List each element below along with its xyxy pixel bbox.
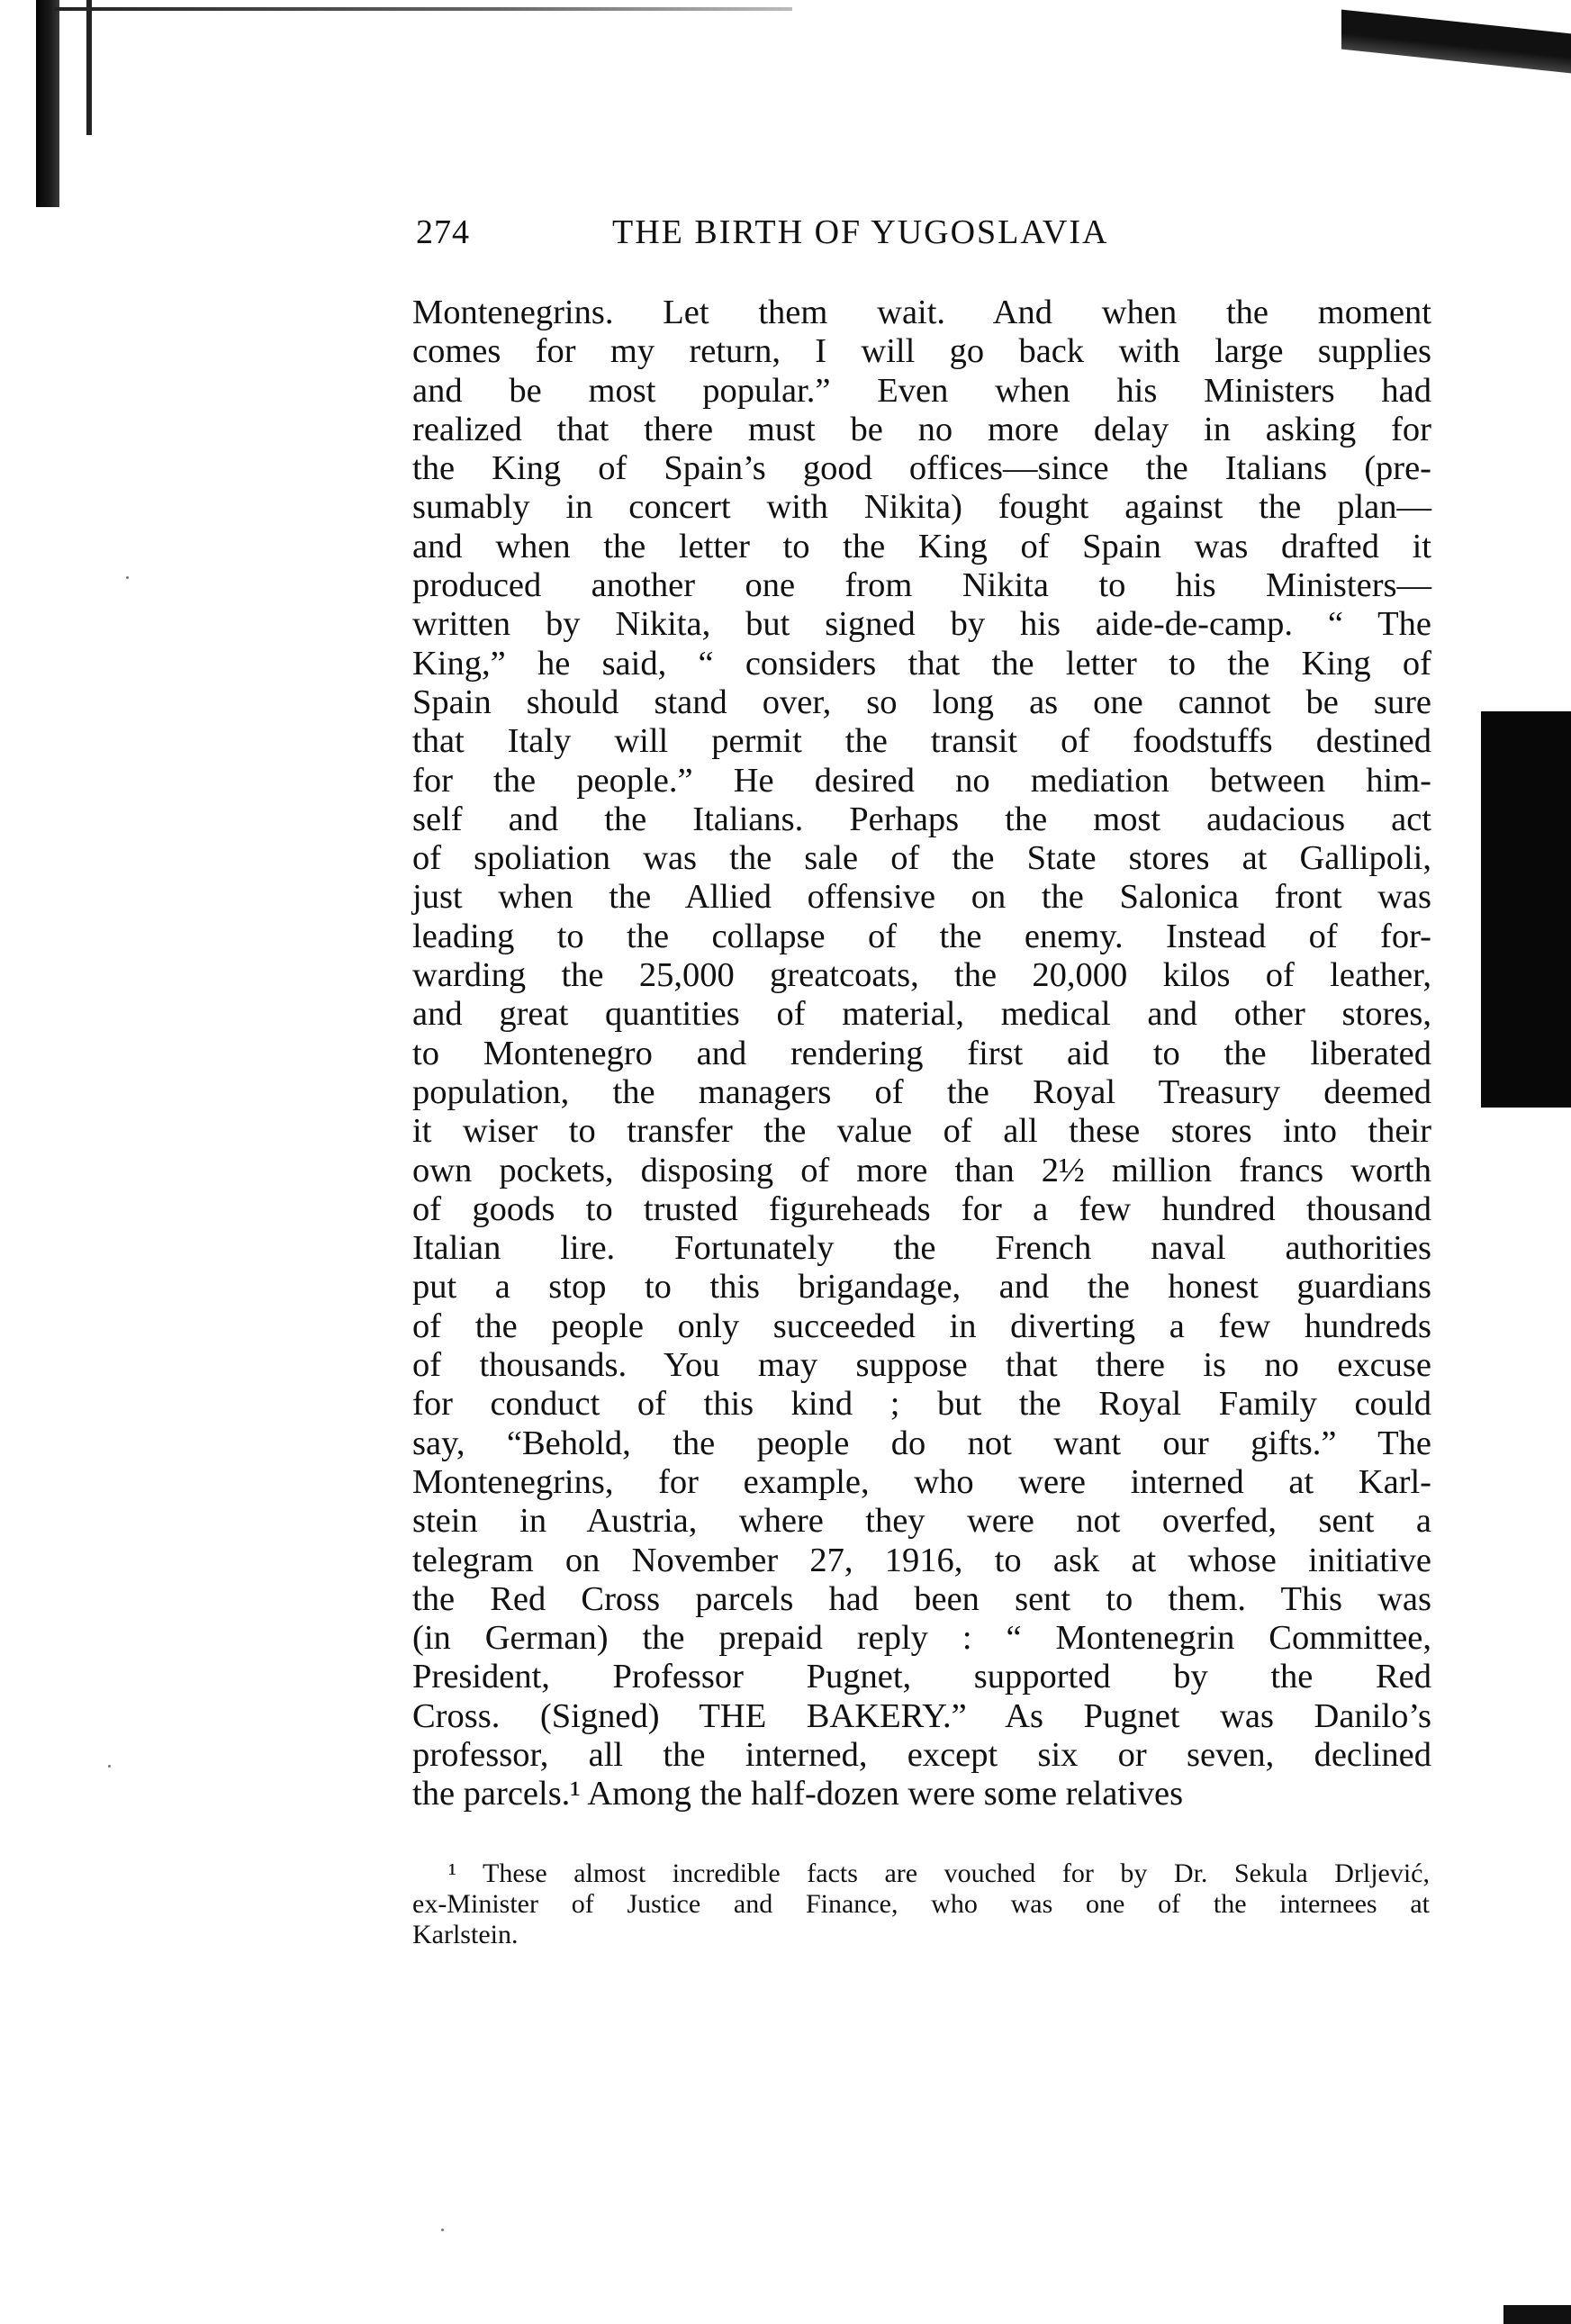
text-line: comes for my return, I will go back with large supplies [412,332,1431,371]
text-line: King,” he said, “ considers that the letter to the King of [412,644,1431,683]
text-line: self and the Italians. Perhaps the most audacious act [412,800,1431,838]
text-line: Montenegrins, for example, who were interned at Karl- [412,1462,1431,1501]
text-line: and be most popular.” Even when his Ministers had [412,371,1431,410]
text-line: stein in Austria, where they were not overfed, sent a [412,1502,1431,1541]
text-line: just when the Allied offensive on the Salonica front was [412,878,1431,917]
text-line: that Italy will permit the transit of foodstuffs destined [412,722,1431,761]
text-line: of spoliation was the sale of the State stores at Gallipoli, [412,839,1431,878]
text-line: telegram on November 27, 1916, to ask at whose initiative [412,1541,1431,1579]
scan-shadow-right [1481,711,1571,1108]
text-line: for conduct of this kind ; but the Royal Family could [412,1385,1431,1424]
text-line: realized that there must be no more delay in asking for [412,410,1431,448]
scan-shadow-top-right [1341,10,1571,74]
text-line: it wiser to transfer the value of all these stores into their [412,1112,1431,1151]
text-line: Spain should stand over, so long as one cannot be sure [412,683,1431,721]
text-line: to Montenegro and rendering first aid to the liberated [412,1034,1431,1072]
text-line: of the people only succeeded in diverting a few hundreds [412,1307,1431,1345]
text-line: (in German) the prepaid reply : “ Montenegrin Committee, [412,1619,1431,1658]
footnote-line: ¹ These almost incredible facts are vouched for by Dr. Sekula Drljević, [448,1858,1430,1888]
text-line: Italian lire. Fortunately the French naval authorities [412,1229,1431,1268]
text-line: President, Professor Pugnet, supported by the Red [412,1658,1431,1696]
text-line: own pockets, disposing of more than 2½ million francs worth [412,1151,1431,1189]
text-line: written by Nikita, but signed by his aide-de-camp. “ The [412,605,1431,644]
scan-speck [441,2229,444,2231]
text-line: professor, all the interned, except six or seven, declined [412,1735,1431,1774]
text-line: leading to the collapse of the enemy. Instead of for- [412,917,1431,955]
scan-shadow-left [36,0,59,207]
text-line: sumably in concert with Nikita) fought against the plan— [412,488,1431,527]
scan-shadow-left-tail [86,0,92,135]
text-line: population, the managers of the Royal Treasury deemed [412,1072,1431,1111]
text-line: of goods to trusted figureheads for a few hundred thousand [412,1189,1431,1228]
text-line: Cross. (Signed) THE BAKERY.” As Pugnet was Danilo’s [412,1696,1431,1735]
text-line: put a stop to this brigandage, and the honest guardians [412,1268,1431,1307]
scan-speck [108,1765,111,1768]
text-line: produced another one from Nikita to his Ministers— [412,566,1431,605]
body-text [412,294,1431,1814]
footnote-line: ex-Minister of Justice and Finance, who was one of the internees at [412,1889,1430,1919]
scan-edge-top [54,7,792,11]
footnote-line: Karlstein. [412,1920,519,1949]
page-header [416,213,1442,267]
text-line: Montenegrins. Let them wait. And when the moment [412,294,1431,331]
text-line: and when the letter to the King of Spain was drafted it [412,527,1431,565]
text-line: say, “Behold, the people do not want our gifts.” The [412,1424,1431,1462]
scan-shadow-bottom-right [1503,2305,1571,2324]
text-line: of thousands. You may suppose that there is no excuse [412,1346,1431,1385]
footnote [412,1858,1430,1950]
text-line: warding the 25,000 greatcoats, the 20,000 kilos of leather, [412,956,1431,995]
text-line: for the people.” He desired no mediation between him- [412,761,1431,800]
page-number: 274 [416,213,470,251]
text-line: the Red Cross parcels had been sent to them. This was [412,1579,1431,1618]
text-line: the King of Spain’s good offices—since the Italians (pre- [412,449,1431,488]
text-line: the parcels.¹ Among the half-dozen were some relatives [412,1775,1184,1813]
scan-speck [126,576,129,579]
running-title: THE BIRTH OF YUGOSLAVIA [612,213,1109,251]
text-line: and great quantities of material, medical and other stores, [412,995,1431,1034]
